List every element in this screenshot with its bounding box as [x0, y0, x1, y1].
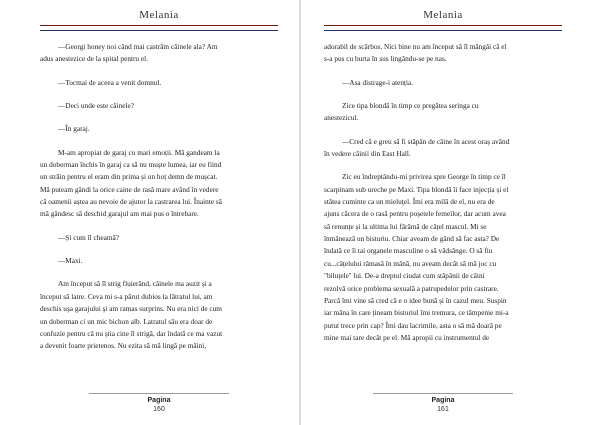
text-line: mine mai tare decât pe el. Mă apropii cu instrumentul de — [324, 332, 490, 342]
text-line: iar mâna în care țineam bisturiul îmi tremura, ce tâmpenie mi-a — [324, 308, 509, 318]
text-line: —Asa distrage-i atenția. — [342, 77, 414, 87]
running-header-title: Melania — [423, 9, 463, 21]
text-line: —Și cum îl cheamă? — [58, 232, 119, 242]
footer-rule — [373, 393, 513, 394]
footer-page-label: Pagina — [147, 397, 171, 404]
header-rule — [40, 25, 278, 31]
text-line: putut trece prin cap? Îmi dau lacrimile, asta o să mă doară pe — [324, 320, 502, 330]
text-line: —Georgi honey noi când mai castrăm câinele ala? Am — [58, 42, 218, 51]
header-rule — [324, 25, 562, 31]
text-line: stătea cuminte ca un mieluţel. Îmi era milă de el, nu era de — [324, 197, 495, 207]
text-line: ajuns căcera de o rasă pentru poșetele femeilor, dar acum avea — [324, 209, 506, 219]
text-line: un străin pentru el eram din prima și un hoț demn de mușcat. — [40, 172, 218, 182]
text-line: că oamenii aștea au nevoie de ajutor la castrarea lui. Înainte să — [40, 197, 222, 207]
text-line: s-a pus cu burta în sus lingându-se pe nas. — [324, 54, 447, 64]
text-line: să renunțe și la ultima lui fărâmă de câțel mascul. Mi se — [324, 221, 487, 231]
text-line: "biluțele'' lui. De-a dreptul ciudat cum stăpânii de câini — [324, 271, 485, 281]
text-line: M-am apropiat de garaj cu mari emoții. Mă gandeam la — [58, 147, 220, 157]
page-body-text — [324, 41, 562, 344]
text-line: —Tocmai de aceea a venit domnul. — [58, 77, 162, 87]
text-line: —În garaj. — [58, 124, 90, 134]
right-page — [300, 0, 600, 425]
text-line: Parcă îmi vine să cred că e o idee bună și în cazul meu. Suspin — [324, 295, 507, 305]
text-line: adus anestezice de la spital pentru el. — [40, 54, 148, 64]
text-line: —Deci unde este câinele? — [58, 101, 134, 111]
text-line: deschis uşa garajului şi am ramas surprins. Nu era nici de cum — [40, 304, 222, 314]
text-line: un doberman închis în garaj ca să nu muște lumea, iar eu fiind — [40, 160, 222, 170]
text-line: Am început să îl strig fluierând, câinele ma auzit și a — [58, 279, 212, 289]
text-line: început să latre. Ceva mi s-a părut dubios la lătratul lui, am — [40, 291, 213, 301]
text-line: mă gândesc să deschid garajul am mai pus o întrebare. — [40, 209, 199, 219]
page-footer — [40, 393, 278, 414]
text-line: a devenit foarte prietenos. Nu ezita să mă lingă pe mâini, — [40, 341, 207, 351]
footer-rule — [89, 393, 229, 394]
text-line: —Maxi. — [58, 256, 83, 266]
text-line: îndată ce îi tai organele masculine o să vădsânge. O să fiu — [324, 246, 493, 256]
text-line: confuzie pentru că nu știa cine îl strigă, dar îndată ce ma vazut — [40, 328, 223, 338]
text-line: rezolvă orice problema sexuală a patrupedelor prin castrare. — [324, 283, 499, 293]
text-line: cu...cățelului rămasă în mână, nu aveam decât să mă joc cu — [324, 258, 497, 268]
text-line: anestezicul. — [324, 113, 359, 123]
text-line: înmânează un bisturiu. Chiar aveam de gând să fac asta? De — [324, 234, 500, 244]
page-number: 161 — [437, 406, 449, 413]
text-line: scarpinam sub ureche pe Maxi. Tipa blondă îi face injecția și el — [324, 184, 509, 194]
text-line: Zic eu îndreptându-mi privirea spre George în timp ce îl — [342, 172, 506, 182]
text-line: Zice tipa blondă în timp ce pregătea seringa cu — [342, 101, 479, 111]
footer-page-label: Pagina — [431, 397, 455, 404]
page-body-text — [40, 41, 278, 353]
text-line: adorabil de scârbos. Nici bine nu am început să îl mângăi că el — [324, 42, 507, 51]
text-line: Mă puteam gândi la orice caine de rasă mare având în vedere — [40, 184, 219, 194]
text-line: în vedere câinii din East Hall. — [324, 149, 411, 159]
text-line: —Cred că e greu să fi stăpân de câine în acest oraș având — [342, 136, 510, 146]
running-header-title: Melania — [139, 9, 179, 21]
text-line: un doberman ci un mic bichon alb. Latratul său era doar de — [40, 316, 213, 326]
page-number: 160 — [153, 406, 165, 413]
page-footer — [324, 393, 562, 414]
